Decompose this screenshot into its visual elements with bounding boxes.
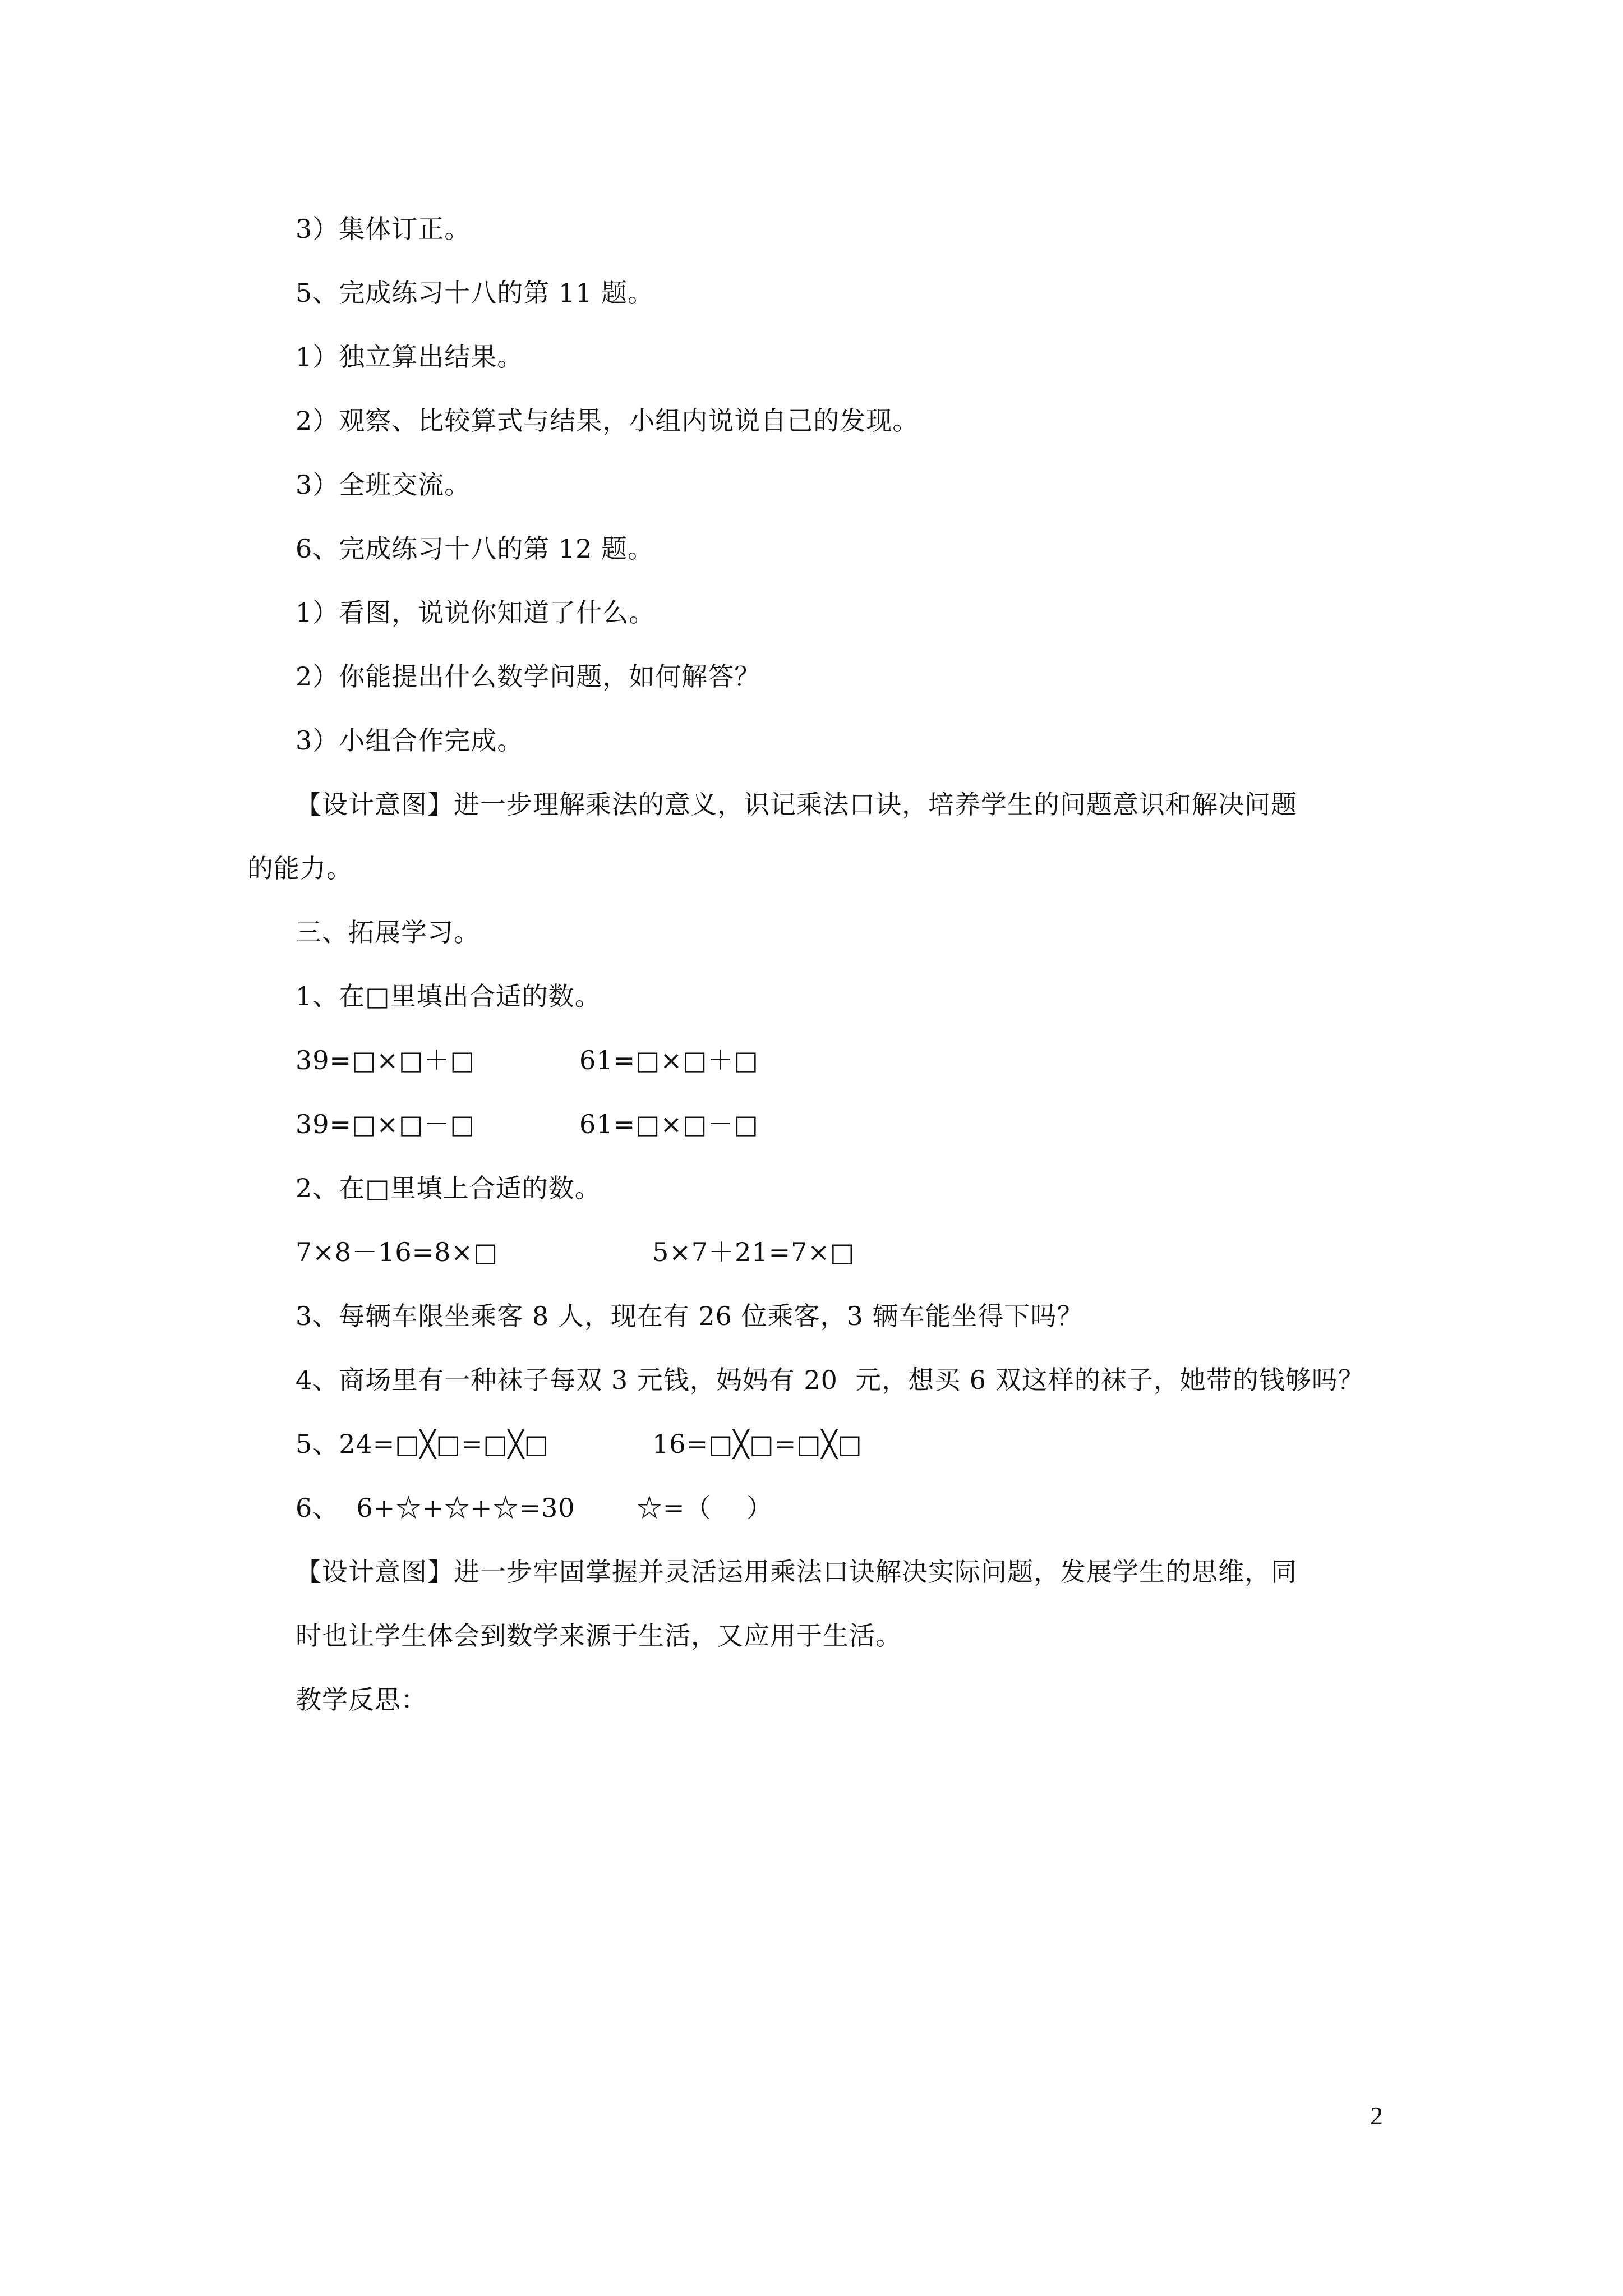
equation-5x7: 5×7＋21=7×□ <box>652 1237 855 1267</box>
equation-39-minus: 39=□×□－□ <box>296 1109 476 1139</box>
equation-39-plus: 39=□×□＋□ <box>296 1045 476 1075</box>
design-intent-2: 【设计意图】进一步牢固掌握并灵活运用乘法口诀解决实际问题，发展学生的思维，同 <box>296 1557 1297 1587</box>
ext-item-4: 4、商场里有一种袜子每双 3 元钱，妈妈有 20 元，想买 6 双这样的袜子，她带的钱够吗？ <box>296 1365 1364 1395</box>
section-3-heading: 三、拓展学习。 <box>296 917 480 947</box>
teaching-reflection-label: 教学反思： <box>296 1685 427 1715</box>
step-1-calculate: 1）独立算出结果。 <box>296 342 524 372</box>
design-intent-1: 【设计意图】进一步理解乘法的意义，识记乘法口诀，培养学生的问题意识和解决问题 <box>296 789 1297 820</box>
step-3-collective-correction: 3）集体订正。 <box>296 214 471 244</box>
ext-item-5-16: 16=□╳□=□╳□ <box>652 1429 863 1459</box>
step-3-group-work: 3）小组合作完成。 <box>296 725 524 756</box>
item-6-exercise-12: 6、完成练习十八的第 12 题。 <box>296 533 654 564</box>
item-5-exercise-11: 5、完成练习十八的第 11 题。 <box>296 278 654 308</box>
step-2-ask-question: 2）你能提出什么数学问题，如何解答？ <box>296 661 761 692</box>
ext-item-6: 6、 6+☆+☆+☆=30 ☆=（ ） <box>296 1493 773 1523</box>
ext-item-2: 2、在□里填上合适的数。 <box>296 1173 601 1203</box>
design-intent-2-cont: 时也让学生体会到数学来源于生活，又应用于生活。 <box>296 1621 902 1651</box>
ext-item-1: 1、在□里填出合适的数。 <box>296 981 601 1011</box>
equation-61-plus: 61=□×□＋□ <box>579 1045 759 1075</box>
page-number: 2 <box>1370 2101 1383 2130</box>
ext-item-3: 3、每辆车限坐乘客 8 人，现在有 26 位乘客，3 辆车能坐得下吗？ <box>296 1301 1083 1331</box>
equation-7x8: 7×8－16=8×□ <box>296 1237 499 1267</box>
step-2-observe-compare: 2）观察、比较算式与结果，小组内说说自己的发现。 <box>296 406 919 436</box>
design-intent-1-cont: 的能力。 <box>247 853 353 884</box>
step-3-class-exchange: 3）全班交流。 <box>296 470 471 500</box>
equation-61-minus: 61=□×□－□ <box>579 1109 759 1139</box>
ext-item-5-24: 5、24=□╳□=□╳□ <box>296 1429 550 1459</box>
step-1-look-at-picture: 1）看图，说说你知道了什么。 <box>296 597 656 628</box>
